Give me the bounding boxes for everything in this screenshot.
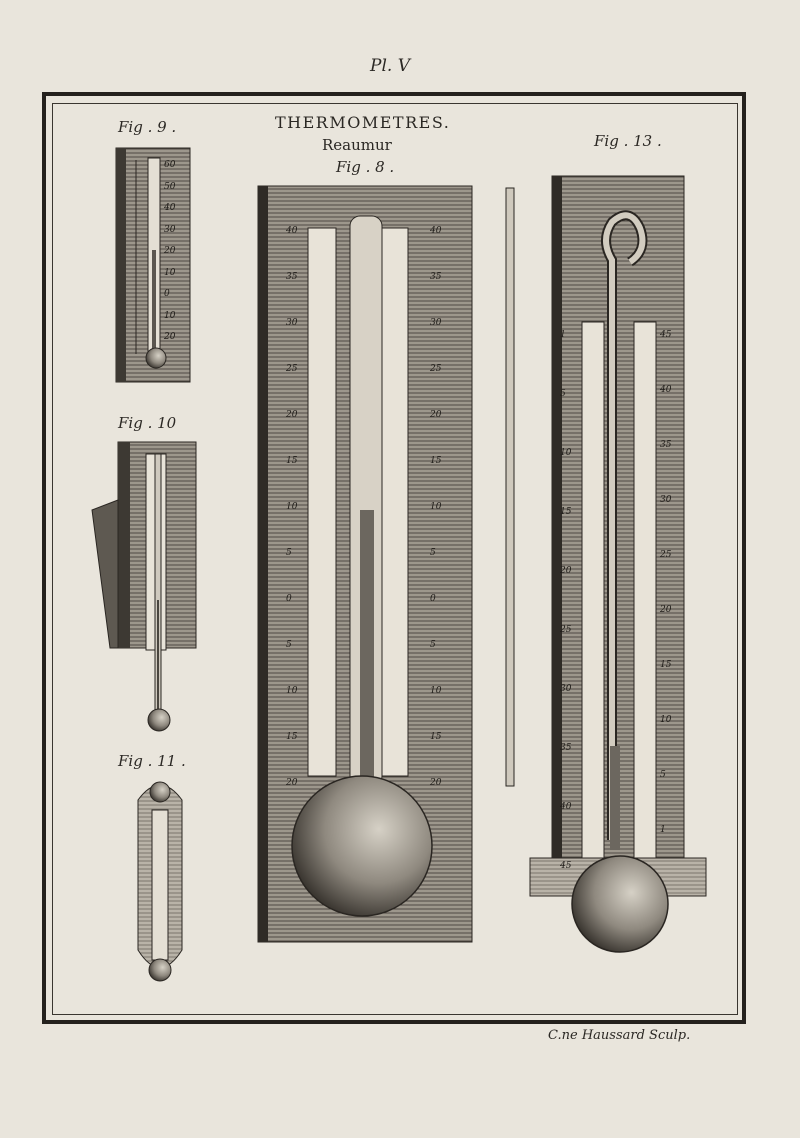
- tick-label: 0: [164, 289, 170, 299]
- page-title: THERMOMETRES.: [275, 113, 451, 132]
- tick-label: 20: [164, 246, 176, 256]
- tick-label: 15: [660, 660, 672, 670]
- tick-label: 1: [660, 825, 666, 835]
- tick-label: 35: [286, 272, 298, 282]
- tick-label: 30: [286, 318, 298, 328]
- tick-label: 30: [660, 495, 672, 505]
- tick-label: 10: [560, 448, 572, 458]
- tick-label: 0: [286, 594, 292, 604]
- fig9-label: Fig . 9 .: [118, 118, 177, 136]
- tick-label: 10: [164, 310, 176, 321]
- tick-label: 10: [286, 686, 298, 696]
- tick-label: 35: [660, 440, 672, 450]
- tick-label: 15: [286, 732, 298, 742]
- tick-label: 5: [660, 770, 666, 780]
- tick-label: 20: [286, 410, 298, 420]
- plate-title: Pl. V: [370, 56, 410, 76]
- tick-label: 15: [286, 456, 298, 466]
- tick-label: 20: [660, 605, 672, 615]
- tick-label: 20: [164, 332, 176, 342]
- tick-label: 15: [430, 456, 442, 466]
- tick-label: 60: [164, 160, 176, 170]
- tick-label: 45: [660, 330, 672, 340]
- plate-inner-frame: [52, 103, 738, 1015]
- tick-label: 20: [560, 566, 572, 576]
- tick-label: 30: [164, 224, 176, 235]
- tick-label: 35: [430, 272, 442, 282]
- tick-label: 20: [430, 778, 442, 788]
- fig10-label: Fig . 10: [118, 414, 177, 432]
- tick-label: 5: [286, 640, 292, 650]
- tick-label: 15: [430, 732, 442, 742]
- tick-label: 10: [430, 502, 442, 512]
- tick-label: 50: [164, 181, 176, 192]
- tick-label: 5: [560, 389, 566, 399]
- tick-label: 10: [286, 502, 298, 512]
- tick-label: 40: [164, 203, 176, 213]
- tick-label: 10: [164, 267, 176, 278]
- tick-label: 25: [560, 625, 572, 635]
- tick-label: 0: [430, 594, 436, 604]
- tick-label: 20: [430, 410, 442, 420]
- tick-label: 5: [430, 548, 436, 558]
- tick-label: 25: [660, 550, 672, 560]
- tick-label: 5: [430, 640, 436, 650]
- tick-label: 25: [430, 364, 442, 374]
- tick-label: 40: [660, 385, 672, 395]
- engraver-credit: C.ne Haussard Sculp.: [548, 1028, 691, 1043]
- fig13-label: Fig . 13 .: [594, 132, 662, 150]
- page-subtitle: Reaumur: [322, 136, 392, 154]
- tick-label: 10: [430, 686, 442, 696]
- tick-label: 1: [560, 330, 566, 340]
- tick-label: 40: [286, 226, 298, 236]
- fig11-label: Fig . 11 .: [118, 752, 186, 770]
- tick-label: 15: [560, 507, 572, 517]
- tick-label: 10: [660, 715, 672, 725]
- fig8-label: Fig . 8 .: [336, 158, 395, 176]
- tick-label: 45: [560, 861, 572, 871]
- tick-label: 40: [430, 226, 442, 236]
- tick-label: 35: [560, 743, 572, 753]
- tick-label: 30: [430, 318, 442, 328]
- tick-label: 25: [286, 364, 298, 374]
- tick-label: 5: [286, 548, 292, 558]
- tick-label: 30: [560, 684, 572, 694]
- tick-label: 40: [560, 802, 572, 812]
- tick-label: 20: [286, 778, 298, 788]
